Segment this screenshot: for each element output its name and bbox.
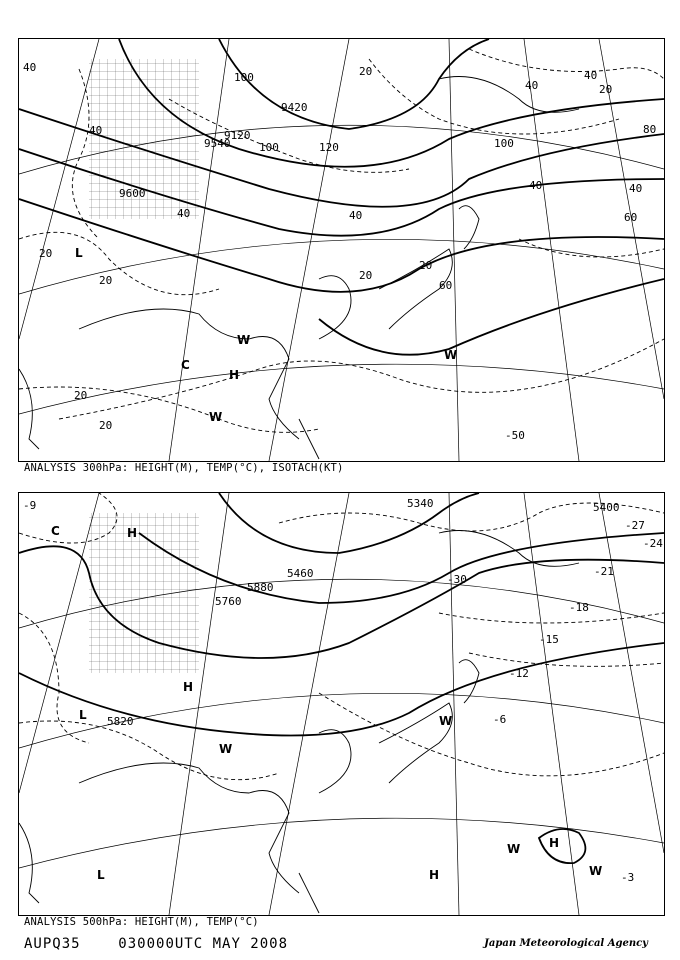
isotach-label: 20: [99, 274, 113, 287]
valid-time: 030000UTC MAY 2008: [118, 936, 289, 952]
isotach-label: 40: [584, 69, 598, 82]
height-label: 9420: [281, 101, 308, 114]
high-pressure-label: H: [429, 868, 440, 882]
cold-label: C: [51, 524, 60, 538]
warm-label: W: [209, 410, 223, 424]
caption-300hpa: ANALYSIS 300hPa: HEIGHT(M), TEMP(°C), ISOTACH(KT): [24, 462, 344, 474]
map-300hpa-svg: [19, 39, 664, 461]
isotach-label: 60: [624, 211, 638, 224]
height-label: 9120: [224, 129, 251, 142]
isotach-label: 20: [359, 269, 373, 282]
caption-500hpa: ANALYSIS 500hPa: HEIGHT(M), TEMP(°C): [24, 916, 259, 928]
isotach-label: 120: [319, 141, 339, 154]
isotach-label: 100: [494, 137, 514, 150]
height-label: 5820: [107, 715, 134, 728]
low-pressure-label: L: [97, 868, 105, 882]
high-pressure-label: H: [183, 680, 194, 694]
cold-label: C: [181, 358, 190, 372]
isotach-label: 100: [259, 141, 279, 154]
chart-identifier: [24, 936, 288, 952]
pressure-systems: [75, 246, 457, 424]
isotach-label: 100: [234, 71, 254, 84]
temp-label: -30: [447, 573, 467, 586]
temp-label: -3: [621, 871, 635, 884]
warm-label: W: [444, 348, 458, 362]
low-pressure-label: L: [79, 708, 87, 722]
warm-label: W: [507, 842, 521, 856]
temp-label: -50: [505, 429, 525, 442]
warm-label: W: [237, 333, 251, 347]
temp-label: -27: [625, 519, 645, 532]
isotach-label: 40: [525, 79, 539, 92]
chart-code: AUPQ35: [24, 936, 81, 952]
height-label: 5880: [247, 581, 274, 594]
temp-label: -6: [493, 713, 507, 726]
temp-label: -18: [569, 601, 589, 614]
isotach-label: 20: [419, 259, 433, 272]
temp-label: -15: [539, 633, 559, 646]
isotach-label: 20: [39, 247, 53, 260]
height-label: 5460: [287, 567, 314, 580]
isotach-label: 60: [439, 279, 453, 292]
height-label: 5760: [215, 595, 242, 608]
map-500hpa-svg: [19, 493, 664, 915]
isotach-label: 20: [359, 65, 373, 78]
isotach-label: 40: [89, 124, 103, 137]
isotach-label: 40: [23, 61, 37, 74]
high-pressure-label: H: [127, 526, 138, 540]
height-label: 9600: [119, 187, 146, 200]
temp-label: -9: [23, 499, 37, 512]
temp-label: -24: [643, 537, 663, 550]
warm-label: W: [439, 714, 453, 728]
temp-label: -21: [594, 565, 614, 578]
isotach-label: 40: [529, 179, 543, 192]
height-label: 9540: [204, 137, 231, 150]
warm-label: W: [589, 864, 603, 878]
isotach-label: 20: [599, 83, 613, 96]
agency-credit: Japan Meteorological Agency: [484, 938, 648, 949]
height-label: 5340: [407, 497, 434, 510]
isotach-label: 40: [349, 209, 363, 222]
low-pressure-label: L: [75, 246, 83, 260]
isotach-label: 20: [99, 419, 113, 432]
temp-label: -12: [509, 667, 529, 680]
map-panel-500hpa: [18, 492, 665, 916]
warm-label: W: [219, 742, 233, 756]
isotach-label: 40: [629, 182, 643, 195]
isotach-label: 40: [177, 207, 191, 220]
high-pressure-label: H: [549, 836, 560, 850]
map-panel-300hpa: [18, 38, 665, 462]
isotach-label: 20: [74, 389, 88, 402]
high-pressure-label: H: [229, 368, 240, 382]
height-label: 5400: [593, 501, 620, 514]
isotach-label: 80: [643, 123, 657, 136]
